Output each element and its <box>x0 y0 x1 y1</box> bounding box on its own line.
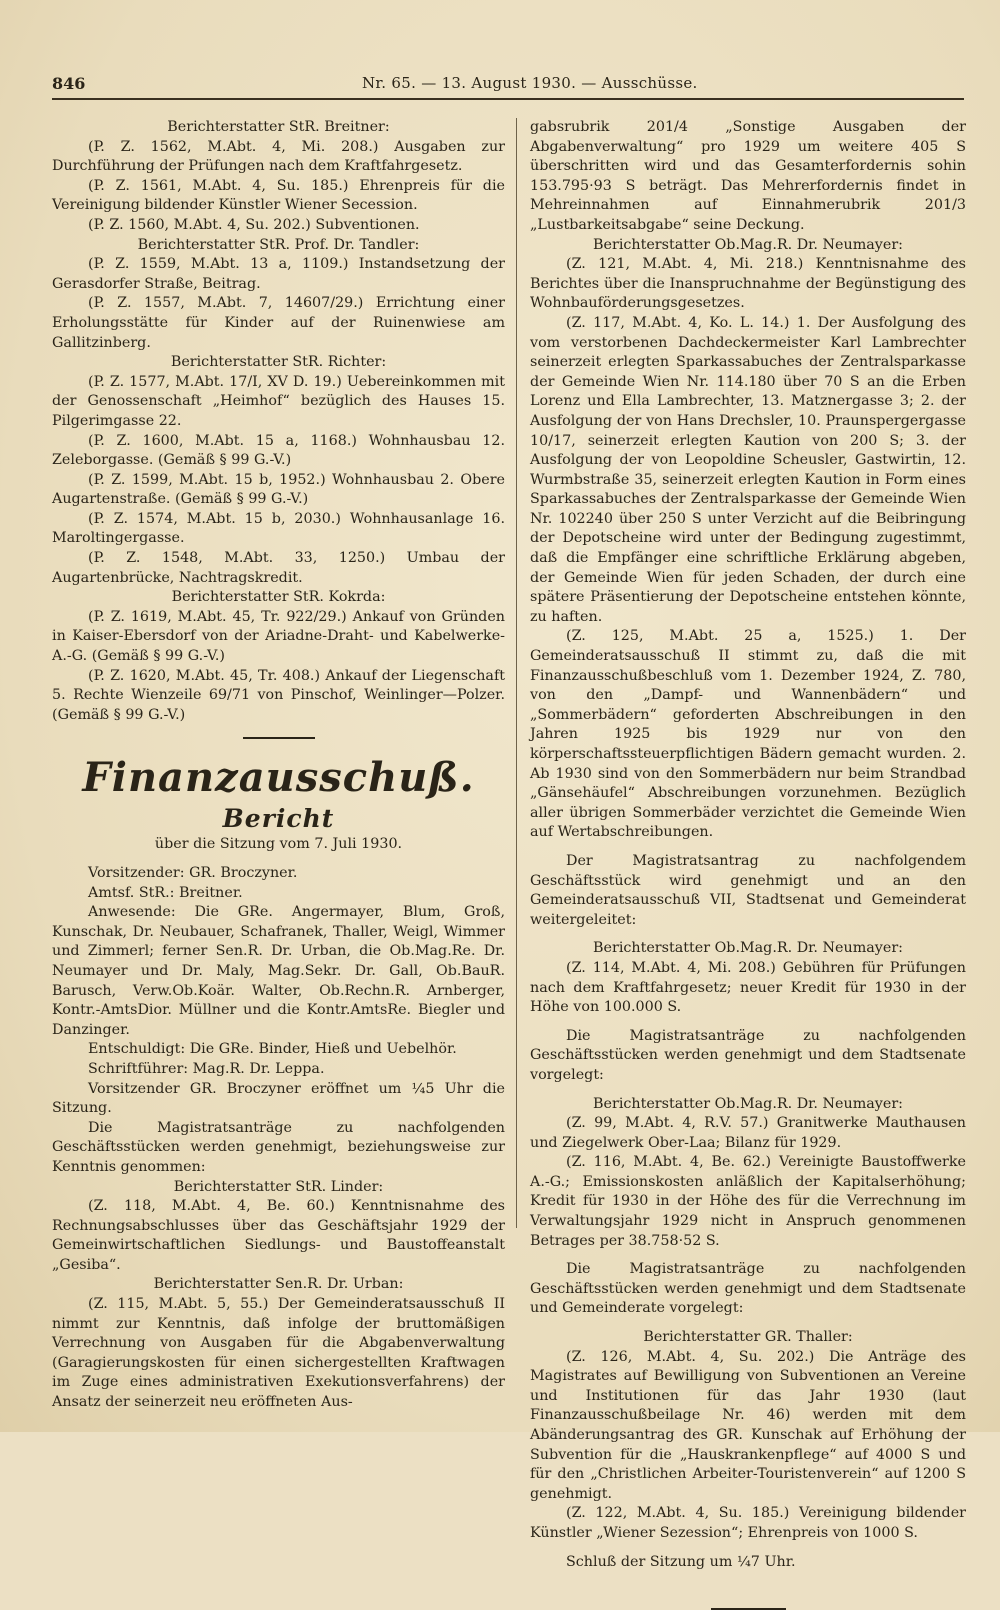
closing-statement: Schluß der Sitzung um ¼7 Uhr. <box>566 1553 796 1570</box>
agenda-item: (Z. 126, M.Abt. 4, Su. 202.) Die Anträge des Magistrates auf Bewilligung von Subventionen an Vereine und Institutionen für das Jahr 1930 (laut Finanzausschußbeilage Nr. 46) werden mit dem Abänderungsantrag des GR. Kunschak auf Erhöhung der Subvention für die „Hauskrankenpflege“ auf 4000 S und für den „Christlichen Arbeiter-Touristenverein“ auf 1200 S genehmigt. <box>530 1348 966 1502</box>
page-header <box>52 74 964 98</box>
motion-text: Der Magistratsantrag zu nachfolgendem Geschäftsstück wird genehmigt und an den Gemeinderatsausschuß VII, Stadtsenat und Gemeinderat weitergeleitet: <box>530 852 966 928</box>
agenda-item: (P. Z. 1548, M.Abt. 33, 1250.) Umbau der Augartenbrücke, Nachtragskredit. <box>52 550 505 586</box>
agenda-item: (P. Z. 1620, M.Abt. 45, Tr. 408.) Ankauf der Liegenschaft 5. Rechte Wienzeile 69/71 von Pinschof, Weinlinger—Polzer. (Gemäß § 99 G.-V.) <box>52 667 505 723</box>
running-title: Nr. 65. — 13. August 1930. — Ausschüsse. <box>362 74 698 92</box>
agenda-item: (Z. 125, M.Abt. 25 a, 1525.) 1. Der Gemeinderatsausschuß II stimmt zu, daß die mit Finanzausschußbeschluß vom 1. Dezember 1924, Z. 780, von den „Dampf- und Wannenbädern“ und „Sommerbädern“ geforderten Abschreibungen in den Jahren 1925 bis 1929 nur von den körperschaftssteuerpflichtigen Bädern gemacht wurden. 2. Ab 1930 sind von den Sommerbädern nur beim Strandbad „Gänsehäufel“ Abschreibungen vorzunehmen. Bezüglich aller übrigen Sommerbäder verzichtet die Gemeinde Wien auf Wertabschreibungen. <box>530 628 966 841</box>
agenda-item: (Z. 99, M.Abt. 4, R.V. 57.) Granitwerke Mauthausen und Ziegelwerk Ober-Laa; Bilanz für 1929. <box>530 1115 966 1151</box>
reporter-heading: Berichterstatter StR. Linder: <box>173 1178 384 1195</box>
agenda-item: (Z. 118, M.Abt. 4, Be. 60.) Kenntnisnahme des Rechnungsabschlusses über das Geschäftsjahr 1929 der Gemeinwirtschaftlichen Siedlungs- und Baustoffeanstalt „Gesiba“. <box>52 1198 505 1273</box>
intro-motion: Die Magistratsanträge zu nachfolgenden Geschäftsstücken werden genehmigt, beziehungsweise zur Kenntnis genommen: <box>52 1119 505 1175</box>
agenda-item: (Z. 117, M.Abt. 4, Ko. L. 14.) 1. Der Ausfolgung des vom verstorbenen Dachdeckermeister Karl Lambrechter seinerzeit erlegten Sparkassabuches der Zentralsparkasse der Gemeinde Wien Nr. 114.180 über 70 S an die Erben Lorenz und Ella Lambrechter, 13. Matznergasse 3; 2. der Ausfolgung der von Hans Drechsler, 10. Praunspergergasse 10/17, seinerzeit erlegten Kaution von 200 S; 3. der Ausfolgung der von Leopoldine Scheusler, Gastwirtin, 12. Wurmbstraße 35, seinerzeit erlegten Kaution in Form eines Sparkassabuches der Zentralsparkasse der Gemeinde Wien Nr. 102240 über 250 S unter Verzicht auf die Beibringung der Depotscheine wird unter der Bedingung zugestimmt, daß die Empfänger eine schriftliche Erklärung abgeben, der Gemeinde Wien für jeden Schaden, der durch eine spätere Präsentierung der Depotscheine entstehen könnte, zu haften. <box>530 314 966 625</box>
agenda-item: (P. Z. 1574, M.Abt. 15 b, 2030.) Wohnhausanlage 16. Maroltingergasse. <box>52 510 505 547</box>
page-number: 846 <box>52 74 86 93</box>
spacer <box>530 1544 966 1553</box>
agenda-item: (P. Z. 1559, M.Abt. 13 a, 1109.) Instandsetzung der Gerasdorfer Straße, Beitrag. <box>52 256 505 292</box>
agenda-item: (Z. 122, M.Abt. 4, Su. 185.) Vereinigung bildender Künstler „Wiener Sezession“; Ehrenpreis von 1000 S. <box>530 1505 966 1541</box>
reporter-heading: Berichterstatter Sen.R. Dr. Urban: <box>153 1276 404 1293</box>
opening: Vorsitzender GR. Broczyner eröffnet um ¼5 Uhr die Sitzung. <box>52 1080 505 1117</box>
session-date: über die Sitzung vom 7. Juli 1930. <box>154 836 403 853</box>
continued-text: gabsrubrik 201/4 „Sonstige Ausgaben der Abgabenverwaltung“ pro 1929 um weitere 405 S überschritten wird und das Gesamterfordernis sohin 153.795·93 S beträgt. Das Mehrerfordernis findet in Mehreinnahmen auf Einnahmerubrik 201/3 „Lustbarkeitsabgabe“ seine Deckung. <box>530 119 966 233</box>
agenda-item: (Z. 115, M.Abt. 5, 55.) Der Gemeinderatsausschuß II nimmt zur Kenntnis, daß infolge der bruttomäßigen Verrechnung von Ausgaben für die Abgabenverwaltung (Garagierungskosten für einen sichergestellten Kraftwagen im Zuge eines administrativen Exekutionsverfahrens) der Ansatz der seinerzeit neu eröffneten Aus- <box>52 1296 505 1411</box>
motion-text: Die Magistratsanträge zu nachfolgenden Geschäftsstücken werden genehmigt und dem Stadtsenate und Gemeinderate vorgelegt: <box>530 1261 966 1317</box>
section-title: Finanzausschuß. <box>82 754 475 802</box>
agenda-item: (P. Z. 1577, M.Abt. 17/I, XV D. 19.) Uebereinkommen mit der Genossenschaft „Heimhof“ bezüglich des Hauses 15. Pilgerimgasse 22. <box>52 373 505 429</box>
spacer <box>52 855 505 864</box>
spacer <box>530 930 966 939</box>
official: Amtsf. StR.: Breitner. <box>88 884 243 901</box>
section-subtitle: Bericht <box>222 804 335 834</box>
right-column <box>530 118 966 1610</box>
reporter-heading: Berichterstatter GR. Thaller: <box>643 1329 853 1346</box>
agenda-item: (P. Z. 1557, M.Abt. 7, 14607/29.) Errichtung einer Erholungsstätte für Kinder auf der Ruinenwiese am Gallitzinberg. <box>52 295 505 351</box>
agenda-item: (P. Z. 1560, M.Abt. 4, Su. 202.) Subventionen. <box>88 216 420 233</box>
agenda-item: (Z. 121, M.Abt. 4, Mi. 218.) Kenntnisnahme des Berichtes über die Inanspruchnahme der Begünstigung des Wohnbauförderungsgesetzes. <box>530 256 966 312</box>
agenda-item: (Z. 116, M.Abt. 4, Be. 62.) Vereinigte Baustoffwerke A.-G.; Emissionskosten anläßlich der Kapitalserhöhung; Kredit für 1930 in der Höhe des für die Verrechnung im Verwaltungsjahr 1929 nicht in Anspruch genommenen Betrages per 38.758·52 S. <box>530 1154 966 1249</box>
spacer <box>530 843 966 852</box>
column-divider <box>516 118 517 1228</box>
header-rule <box>52 98 964 100</box>
reporter-heading: Berichterstatter Ob.Mag.R. Dr. Neumayer: <box>593 1095 903 1112</box>
reporter-heading: Berichterstatter StR. Kokrda: <box>171 589 386 606</box>
spacer <box>530 1018 966 1027</box>
spacer <box>530 1086 966 1095</box>
secretary: Schriftführer: Mag.R. Dr. Leppa. <box>88 1060 325 1077</box>
left-column <box>52 118 505 1413</box>
section-divider <box>243 737 315 739</box>
motion-text: Die Magistratsanträge zu nachfolgenden Geschäftsstücken werden genehmigt und dem Stadtsenate vorgelegt: <box>530 1027 966 1083</box>
excused: Entschuldigt: Die GRe. Binder, Hieß und Uebelhör. <box>88 1041 457 1058</box>
reporter-heading: Berichterstatter StR. Breitner: <box>167 119 390 135</box>
agenda-item: (P. Z. 1619, M.Abt. 45, Tr. 922/29.) Ankauf von Gründen in Kaiser-Ebersdorf von der Ariadne-Draht- und Kabelwerke-A.-G. (Gemäß § 99 G.-V.) <box>52 608 505 665</box>
spacer <box>530 1319 966 1328</box>
reporter-heading: Berichterstatter StR. Prof. Dr. Tandler: <box>137 236 420 253</box>
spacer <box>530 1251 966 1260</box>
agenda-item: (P. Z. 1562, M.Abt. 4, Mi. 208.) Ausgaben zur Durchführung der Prüfungen nach dem Kraftfahrgesetz. <box>52 138 505 175</box>
reporter-heading: Berichterstatter Ob.Mag.R. Dr. Neumayer: <box>593 940 903 957</box>
agenda-item: (P. Z. 1599, M.Abt. 15 b, 1952.) Wohnhausbau 2. Obere Augartenstraße. (Gemäß § 99 G.-V.) <box>52 471 505 508</box>
agenda-item: (Z. 114, M.Abt. 4, Mi. 208.) Gebühren für Prüfungen nach dem Kraftfahrgesetz; neuer Kredit für 1930 in der Höhe von 100.000 S. <box>530 959 966 1016</box>
reporter-heading: Berichterstatter Ob.Mag.R. Dr. Neumayer: <box>593 236 903 253</box>
agenda-item: (P. Z. 1561, M.Abt. 4, Su. 185.) Ehrenpreis für die Vereinigung bildender Künstler Wiener Secession. <box>52 177 505 214</box>
attendees: Anwesende: Die GRe. Angermayer, Blum, Groß, Kunschak, Dr. Neubauer, Schafranek, Thaller, Weigl, Wimmer und Zimmerl; ferner Sen.R. Dr. Urban, die Ob.Mag.Re. Dr. Neumayer und Dr. Maly, Mag.Sekr. Dr. Gall, Ob.BauR. Barusch, Verw.Ob.Koär. Walter, Ob.Rechn.R. Arnberger, Kontr.-AmtsDior. Müllner und die Kontr.AmtsRe. Biegler und Danzinger. <box>52 904 505 1038</box>
chairman: Vorsitzender: GR. Broczyner. <box>88 865 298 881</box>
reporter-heading: Berichterstatter StR. Richter: <box>170 354 387 371</box>
agenda-item: (P. Z. 1600, M.Abt. 15 a, 1168.) Wohnhausbau 12. Zeleborgasse. (Gemäß § 99 G.-V.) <box>52 432 505 469</box>
